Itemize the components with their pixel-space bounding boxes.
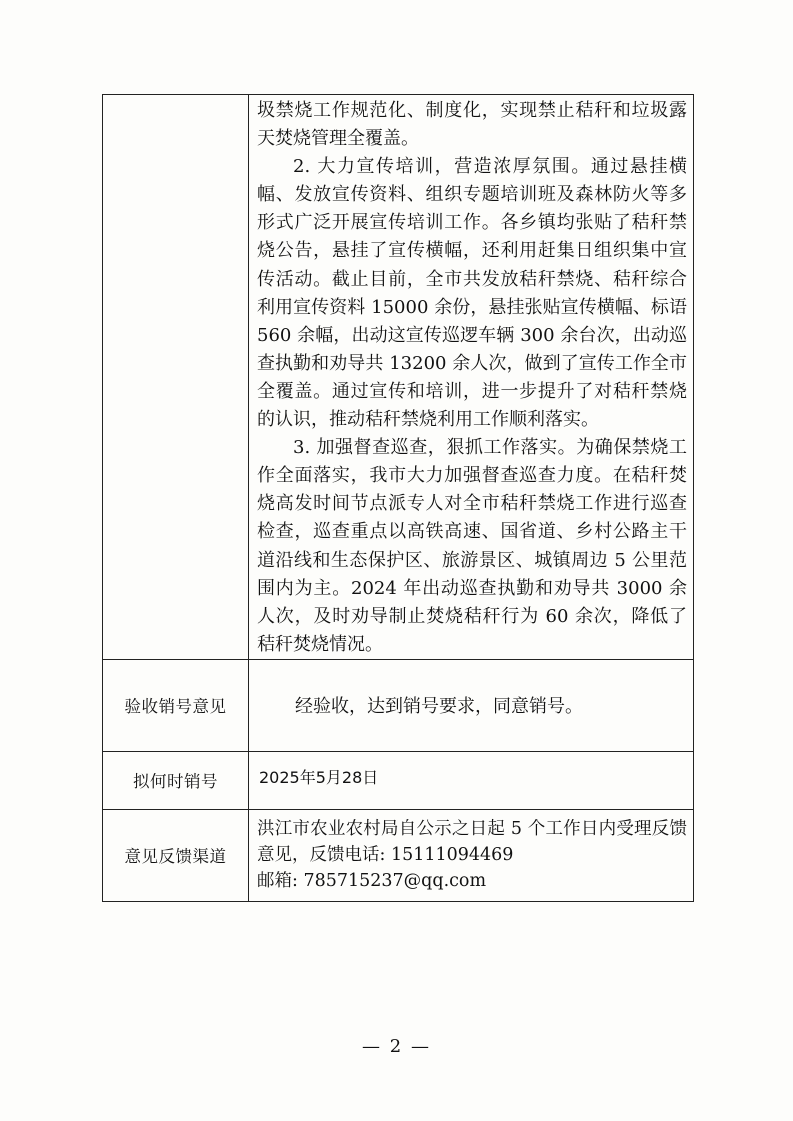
page-number: — 2 — bbox=[362, 1036, 431, 1057]
table-row-measures bbox=[103, 95, 694, 660]
feedback-email: 邮箱: 785715237@qq.com bbox=[257, 870, 487, 891]
paragraph-publicity-training: 2. 大力宣传培训，营造浓厚氛围。通过悬挂横幅、发放宣传资料、组织专题培训班及森林防火等多形式广泛开展宣传培训工作。各乡镇均张贴了秸秆禁烧公告，悬挂了宣传横幅，还利用赶集日组织集中宣传活动。截止目前，全市共发放秸秆禁烧、秸秆综合利用宣传资料 15000 余份，悬挂张贴宣传横幅、标语 560 余幅，出动这宣传巡逻车辆 300 余台次，出动巡查执勤和劝导共 13200 余人次，做到了宣传工作全市全覆盖。通过宣传和培训，进一步提升了对秸秆禁烧的认识，推动秸秆禁烧利用工作顺利落实。 bbox=[257, 156, 687, 431]
label-cell-empty bbox=[103, 95, 249, 660]
table-row-acceptance bbox=[103, 659, 694, 751]
feedback-text: 洪江市农业农村局自公示之日起 5 个工作日内受理反馈意见，反馈电话: 15111094469 bbox=[257, 818, 687, 865]
feedback-content-cell bbox=[249, 809, 694, 901]
closing-date-value: 2025年5月28日 bbox=[249, 751, 694, 809]
acceptance-label: 验收销号意见 bbox=[103, 659, 249, 751]
paragraph-inspection: 3. 加强督查巡查，狠抓工作落实。为确保禁烧工作全面落实，我市大力加强督查巡查力度。在秸秆焚烧高发时间节点派专人对全市秸秆禁烧工作进行巡查检查，巡查重点以高铁高速、国省道、乡村公路主干道沿线和生态保护区、旅游景区、城镇周边 5 公里范围内为主。2024 年出动巡查执勤和劝导共 3000 余人次，及时劝导制止焚烧秸秆行为 60 余次，降低了秸秆焚烧情况。 bbox=[257, 437, 687, 655]
table-row-feedback bbox=[103, 809, 694, 901]
table-row-closing-date bbox=[103, 751, 694, 809]
acceptance-value: 经验收，达到销号要求，同意销号。 bbox=[249, 659, 694, 751]
closing-date-label: 拟何时销号 bbox=[103, 751, 249, 809]
paragraph-continuation: 圾禁烧工作规范化、制度化，实现禁止秸秆和垃圾露天焚烧管理全覆盖。 bbox=[257, 100, 687, 150]
feedback-label: 意见反馈渠道 bbox=[103, 809, 249, 901]
document-table bbox=[102, 94, 694, 902]
measures-content-cell bbox=[249, 95, 694, 660]
